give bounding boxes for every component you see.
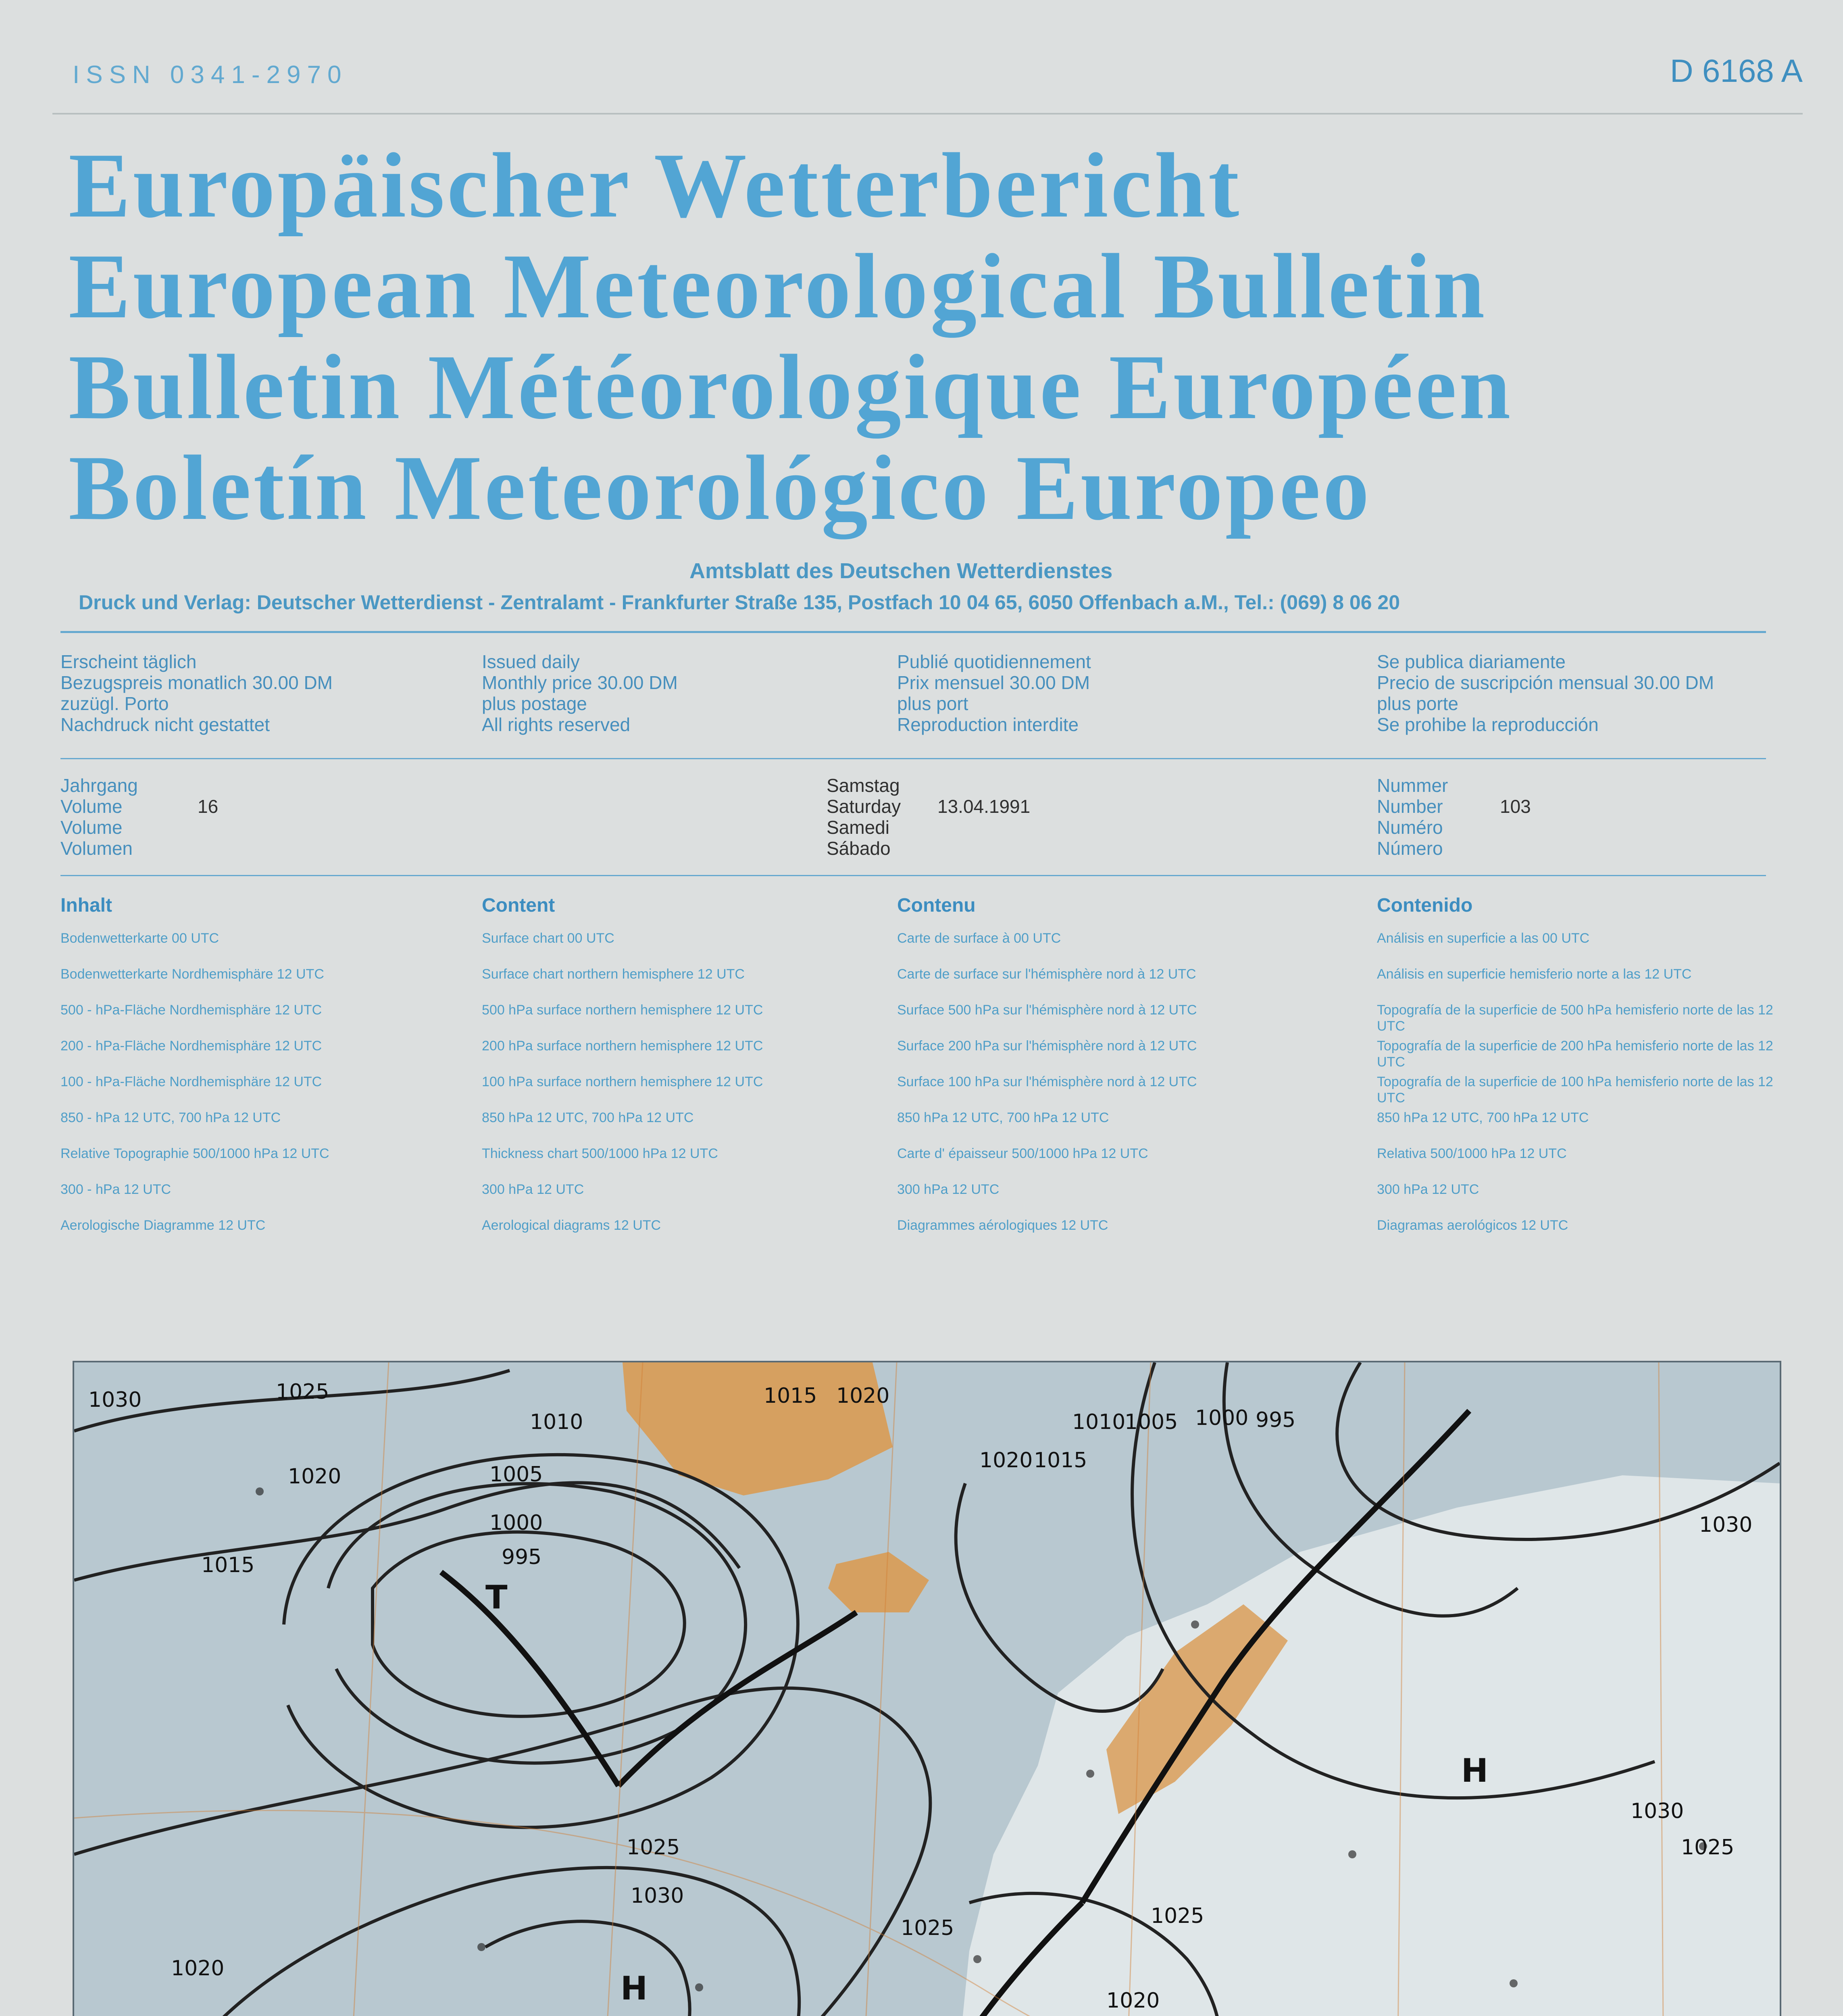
toc-fr-item: Carte de surface sur l'hémisphère nord à 12 UTC — [897, 966, 1196, 982]
contents-de — [60, 894, 464, 1253]
contents-title-es: Contenido — [1377, 895, 1473, 916]
toc-de-item: 300 - hPa 12 UTC — [60, 1182, 171, 1197]
toc-en-item: 300 hPa 12 UTC — [482, 1182, 584, 1197]
toc-es-item: Topografía de la superficie de 500 hPa hemisferio norte de las 12 UTC — [1377, 1002, 1773, 1034]
toc-es-item: Diagramas aerológicos 12 UTC — [1377, 1218, 1568, 1233]
low-pressure-centre: T — [485, 1579, 508, 1616]
toc-en-item: Surface chart 00 UTC — [482, 931, 614, 946]
isobar-label: 1020 — [1106, 1989, 1160, 2013]
toc-fr-item: Surface 100 hPa sur l'hémisphère nord à 12 UTC — [897, 1074, 1197, 1089]
toc-fr-item: Carte de surface à 00 UTC — [897, 931, 1061, 946]
publisher-line-2: Druck und Verlag: Deutscher Wetterdienst - Zentralamt - Frankfurter Straße 135, Postfach 10 04 65, 6050 Offenbach a.M., Tel.: (069) 8 06 20 — [79, 591, 1400, 614]
isobar-label: 1025 — [1681, 1835, 1735, 1860]
toc-de-item: 100 - hPa-Fläche Nordhemisphäre 12 UTC — [60, 1074, 322, 1089]
isobar-label: 995 — [1256, 1408, 1296, 1432]
publisher-line-1: Amtsblatt des Deutschen Wetterdienstes — [689, 559, 1113, 583]
isobar-label: 1020 — [171, 1956, 225, 1981]
isobar-label: 1005 — [1125, 1410, 1178, 1434]
toc-es-item: Topografía de la superficie de 200 hPa hemisferio norte de las 12 UTC — [1377, 1038, 1773, 1070]
top-frame-line — [52, 113, 1803, 115]
high-pressure-centre: H — [621, 1970, 648, 2007]
isobar-label: 995 — [502, 1545, 542, 1569]
toc-es-item: Topografía de la superficie de 100 hPa hemisferio norte de las 12 UTC — [1377, 1074, 1773, 1106]
high-pressure-centre: H — [1461, 1752, 1488, 1789]
subscription-en: Issued daily Monthly price 30.00 DM plus postage All rights reserved — [482, 651, 678, 735]
map-svg — [74, 1362, 1780, 2016]
toc-de-item: Aerologische Diagramme 12 UTC — [60, 1218, 266, 1233]
toc-es-item: 850 hPa 12 UTC, 700 hPa 12 UTC — [1377, 1110, 1589, 1125]
isobar-label: 1025 — [627, 1835, 680, 1860]
toc-fr-item: Carte d' épaisseur 500/1000 hPa 12 UTC — [897, 1146, 1148, 1161]
isobar-label: 1005 — [489, 1462, 543, 1487]
volume-value: 16 — [198, 796, 219, 817]
isobar-label: 1010 — [1072, 1410, 1126, 1434]
toc-de-item: Bodenwetterkarte Nordhemisphäre 12 UTC — [60, 966, 324, 982]
toc-fr-item: Surface 500 hPa sur l'hémisphère nord à 12 UTC — [897, 1002, 1197, 1018]
isobar-label: 1015 — [201, 1553, 255, 1577]
issn: ISSN 0341-2970 — [73, 61, 348, 89]
rule-2 — [60, 758, 1766, 759]
contents-es — [1377, 894, 1780, 1253]
isobar-label: 1000 — [1195, 1406, 1249, 1430]
toc-en-item: Thickness chart 500/1000 hPa 12 UTC — [482, 1146, 718, 1161]
publication-code: D 6168 A — [1670, 53, 1803, 89]
toc-es-item: Relativa 500/1000 hPa 12 UTC — [1377, 1146, 1567, 1161]
rule-1 — [60, 631, 1766, 633]
isobar-label: 1025 — [276, 1380, 329, 1404]
number-labels: Nummer Number Numéro Número — [1377, 775, 1448, 859]
toc-es-item: Análisis en superficie a las 00 UTC — [1377, 931, 1590, 946]
rule-3 — [60, 875, 1766, 876]
contents-fr — [897, 894, 1361, 1253]
isobar-label: 1030 — [88, 1388, 142, 1412]
toc-fr-item: Diagrammes aérologiques 12 UTC — [897, 1218, 1108, 1233]
toc-de-item: 850 - hPa 12 UTC, 700 hPa 12 UTC — [60, 1110, 281, 1125]
isobar-label: 1025 — [1151, 1904, 1204, 1928]
toc-en-item: 200 hPa surface northern hemisphere 12 UTC — [482, 1038, 763, 1054]
isobar-label: 1030 — [1699, 1513, 1753, 1537]
title-fr: Bulletin Météorologique Européen — [69, 335, 1513, 438]
toc-de-item: Relative Topographie 500/1000 hPa 12 UTC — [60, 1146, 329, 1161]
toc-en-item: Aerological diagrams 12 UTC — [482, 1218, 661, 1233]
toc-fr-item: Surface 200 hPa sur l'hémisphère nord à 12 UTC — [897, 1038, 1197, 1054]
toc-fr-item: 300 hPa 12 UTC — [897, 1182, 1000, 1197]
title-de: Europäischer Wetterbericht — [69, 134, 1242, 237]
isobar-label: 1030 — [1631, 1799, 1684, 1823]
isobar-label: 1015 — [1034, 1448, 1087, 1472]
toc-es-item: 300 hPa 12 UTC — [1377, 1182, 1479, 1197]
toc-de-item: 200 - hPa-Fläche Nordhemisphäre 12 UTC — [60, 1038, 322, 1054]
contents-title-fr: Contenu — [897, 895, 976, 916]
isobar-label: 1030 — [631, 1884, 684, 1908]
toc-en-item: 500 hPa surface northern hemisphere 12 UTC — [482, 1002, 763, 1018]
toc-de-item: 500 - hPa-Fläche Nordhemisphäre 12 UTC — [60, 1002, 322, 1018]
toc-en-item: 100 hPa surface northern hemisphere 12 UTC — [482, 1074, 763, 1089]
contents-title-en: Content — [482, 895, 555, 916]
contents-title-de: Inhalt — [60, 895, 112, 916]
toc-fr-item: 850 hPa 12 UTC, 700 hPa 12 UTC — [897, 1110, 1109, 1125]
day-labels: Samstag Saturday Samedi Sábado — [827, 775, 901, 859]
isobar-label: 1015 — [764, 1384, 817, 1408]
isobar-label: 1020 — [836, 1384, 890, 1408]
isobar-label: 1000 — [489, 1511, 543, 1535]
isobar-label: 1020 — [979, 1448, 1033, 1472]
subscription-fr: Publié quotidiennement Prix mensuel 30.00 DM plus port Reproduction interdite — [897, 651, 1091, 735]
issue-number: 103 — [1500, 796, 1531, 817]
toc-en-item: Surface chart northern hemisphere 12 UTC — [482, 966, 745, 982]
isobar-label: 1020 — [288, 1464, 342, 1489]
title-es: Boletín Meteorológico Europeo — [69, 436, 1372, 539]
issue-date: 13.04.1991 — [937, 796, 1031, 817]
contents-en — [482, 894, 885, 1253]
subscription-de: Erscheint täglich Bezugspreis monatlich 30.00 DM zuzügl. Porto Nachdruck nicht gestattet — [60, 651, 333, 735]
surface-weather-map — [73, 1361, 1781, 2016]
toc-en-item: 850 hPa 12 UTC, 700 hPa 12 UTC — [482, 1110, 694, 1125]
isobar-label: 1010 — [530, 1410, 583, 1434]
toc-de-item: Bodenwetterkarte 00 UTC — [60, 931, 219, 946]
title-en: European Meteorological Bulletin — [69, 235, 1487, 337]
isobar-label: 1025 — [901, 1916, 954, 1940]
toc-es-item: Análisis en superficie hemisferio norte a las 12 UTC — [1377, 966, 1692, 982]
volume-labels: Jahrgang Volume Volume Volumen — [60, 775, 138, 859]
subscription-es: Se publica diariamente Precio de suscripción mensual 30.00 DM plus porte Se prohibe la reproducción — [1377, 651, 1714, 735]
